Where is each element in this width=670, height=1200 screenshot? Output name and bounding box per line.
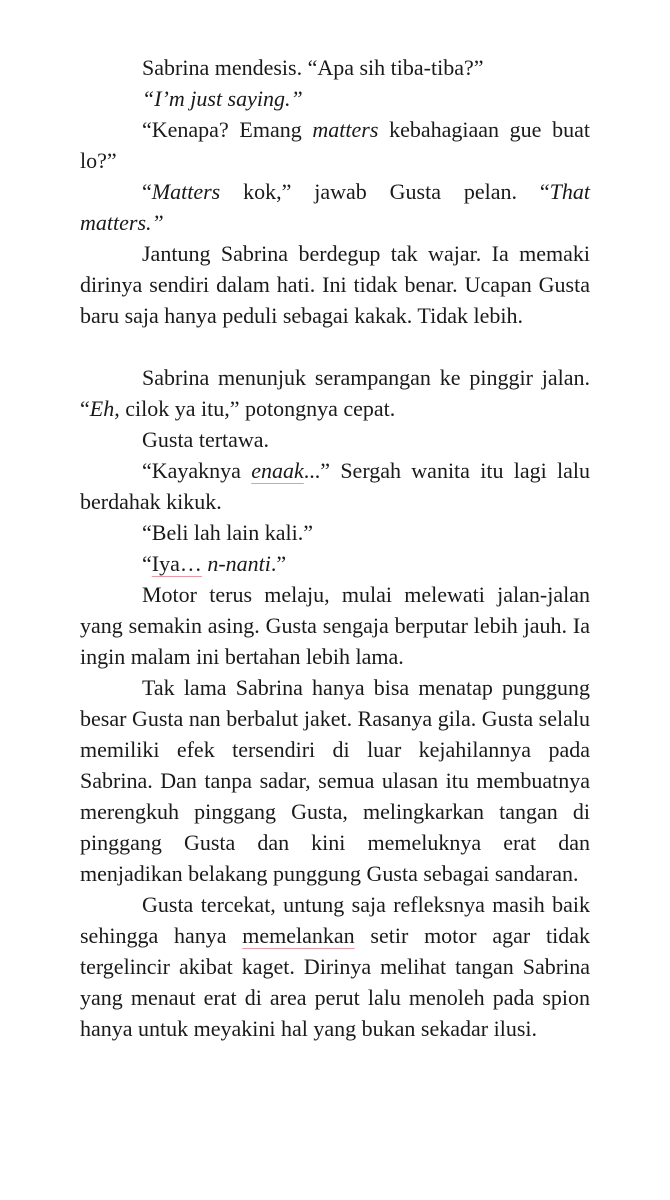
paragraph: [80, 672, 590, 889]
paragraph: [80, 52, 590, 83]
text-run: Gusta tercekat, untung saja refleksnya masih baik sehingga hanya: [80, 892, 590, 948]
italic-text: enaak: [251, 458, 304, 483]
text-run: “Kenapa? Emang: [142, 117, 313, 142]
italic-text: Eh: [89, 396, 115, 421]
paragraph: [80, 83, 590, 114]
text-run: “Beli lah lain kali.”: [142, 520, 314, 545]
italic-text: n-nanti: [207, 551, 271, 576]
text-run: , cilok ya itu,” potongnya cepat.: [114, 396, 396, 421]
italic-text: matters: [312, 117, 379, 142]
paragraph: [80, 114, 590, 176]
document-page: [80, 52, 590, 1044]
text-run: kok,” jawab Gusta pelan. “: [220, 179, 550, 204]
paragraph: [80, 579, 590, 672]
text-run: “: [142, 551, 152, 576]
italic-text: Matters: [151, 179, 221, 204]
text-run: setir motor agar tidak tergelincir akibat kaget. Dirinya melihat tangan Sabrina yang menaut erat di area perut lalu menoleh pada spion hanya untuk meyakini hal yang bukan sekadar ilusi.: [80, 923, 590, 1041]
text-run: “Kayaknya: [142, 458, 252, 483]
text-run: Motor terus melaju, mulai melewati jalan-jalan yang semakin asing. Gusta sengaja berputar lebih jauh. Ia ingin malam ini bertahan lebih lama.: [80, 582, 590, 669]
italic-text: “I’m just saying.”: [142, 86, 303, 111]
paragraph: [80, 238, 590, 331]
text-run: kebahagiaan gue buat lo?”: [80, 117, 591, 173]
italic-text: That matters.”: [80, 179, 590, 235]
text-run: memelankan: [242, 923, 355, 948]
text-run: Iya…: [151, 551, 202, 576]
paragraph: [80, 548, 590, 579]
text-run: Tak lama Sabrina hanya bisa menatap punggung besar Gusta nan berbalut jaket. Rasanya gila. Gusta selalu memiliki efek tersendiri di luar kejahilannya pada Sabrina. Dan tanpa sadar, semua ulasan itu membuatnya merengkuh pinggang Gusta, melingkarkan tangan di pinggang Gusta dan kini memeluknya erat dan menjadikan belakang punggung Gusta sebagai sandaran.: [80, 675, 590, 886]
text-run: ...” Sergah wanita itu lagi lalu berdahak kikuk.: [80, 458, 590, 514]
paragraph: [80, 455, 590, 517]
paragraph: [80, 362, 590, 424]
text-run: Sabrina menunjuk serampangan ke pinggir jalan. “: [80, 365, 590, 421]
text-run: Gusta tertawa.: [142, 427, 270, 452]
paragraph: [80, 424, 590, 455]
paragraph: [80, 176, 590, 238]
text-run: “: [142, 179, 152, 204]
text-run: Jantung Sabrina berdegup tak wajar. Ia memaki dirinya sendiri dalam hati. Ini tidak benar. Ucapan Gusta baru saja hanya peduli sebagai kakak. Tidak lebih.: [80, 241, 590, 328]
text-run: Sabrina mendesis. “Apa sih tiba-tiba?”: [142, 55, 484, 80]
text-run: .”: [270, 551, 287, 576]
paragraph: [80, 517, 590, 548]
paragraph: [80, 889, 590, 1044]
